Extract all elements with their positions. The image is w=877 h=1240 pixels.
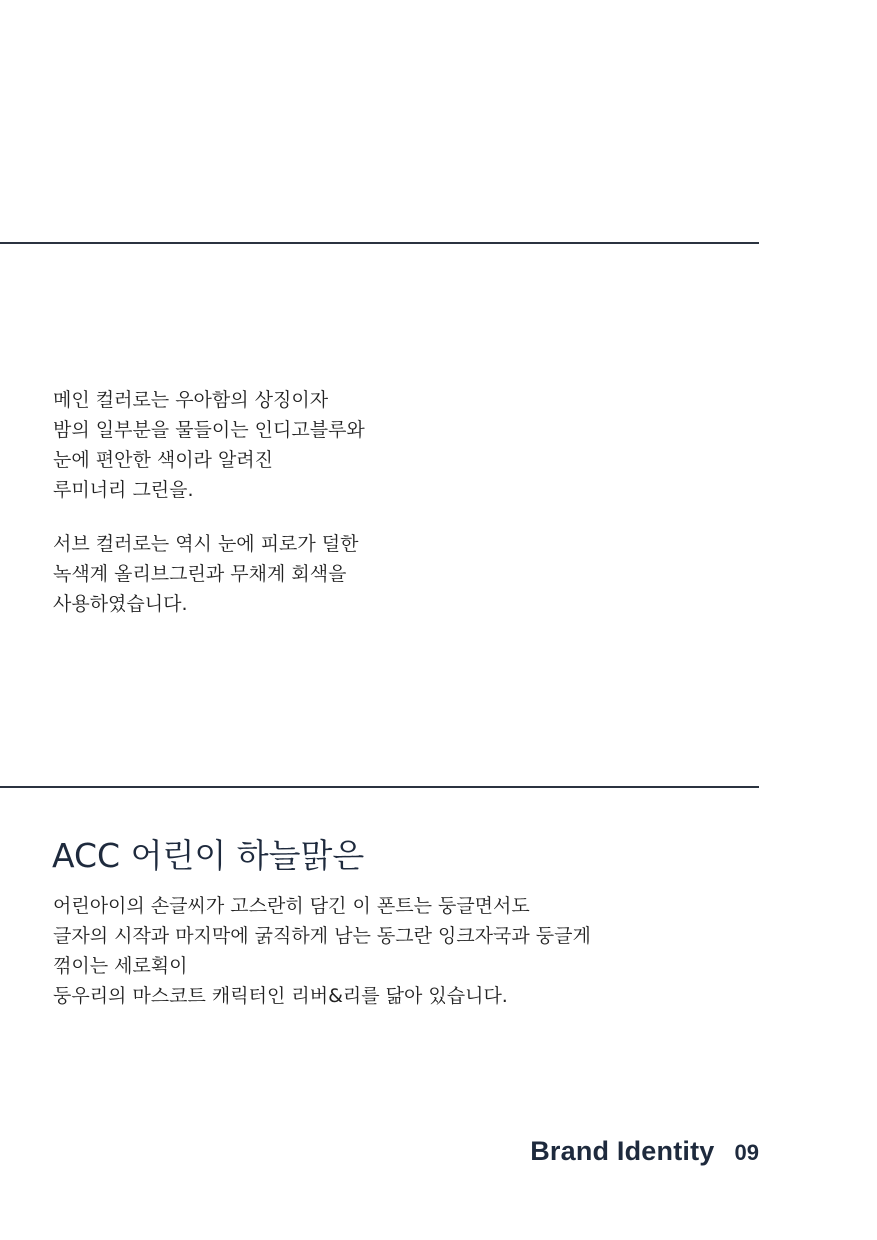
font-description: 어린아이의 손글씨가 고스란히 담긴 이 폰트는 둥글면서도 글자의 시작과 마지막에 굵직하게 남는 동그란 잉크자국과 둥글게 꺾이는 세로획이 둥우리의 마스코트 캐릭터인 리버&리를 닮아 있습니다. (53, 895, 591, 1007)
font-title: ACC 어린이 하늘맑은 (52, 836, 365, 875)
top-divider (0, 242, 759, 244)
page-footer (530, 1136, 759, 1167)
main-color-paragraph: 메인 컬러로는 우아함의 상징이자 밤의 일부분을 물들이는 인디고블루와 눈에 편안한 색이라 알려진 루미너리 그린을. (53, 389, 365, 501)
sub-color-paragraph: 서브 컬러로는 역시 눈에 피로가 덜한 녹색계 올리브그린과 무채계 회색을 사용하였습니다. (53, 533, 359, 615)
color-description (53, 385, 473, 619)
page-number: 09 (734, 1140, 759, 1165)
section-label: Brand Identity (530, 1136, 715, 1166)
middle-divider (0, 786, 759, 788)
